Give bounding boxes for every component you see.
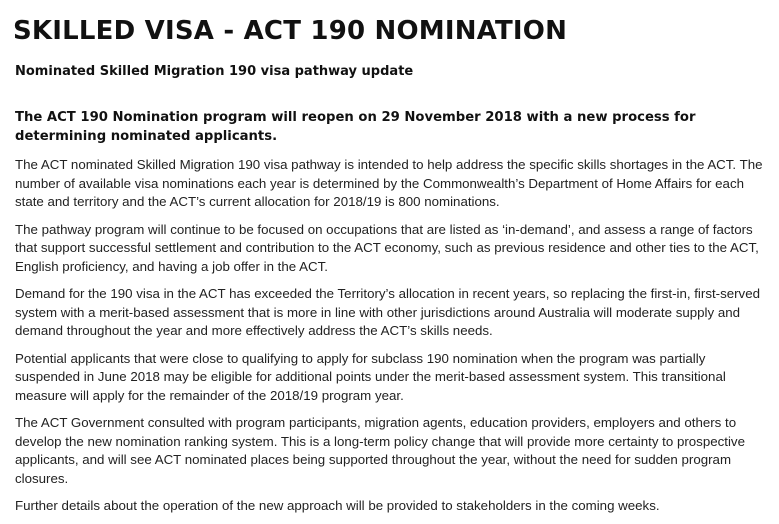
paragraph-in-demand-occupations: The pathway program will continue to be focused on occupations that are listed as ‘in-demand’, and assess a range of factors that support successful settlement and contribution to the ACT economy, such as previous residence and other ties to the ACT, English proficiency, and having a job offer in the ACT. <box>15 221 759 274</box>
paragraph-consultation: The ACT Government consulted with program participants, migration agents, education providers, employers and others to develop the new nomination ranking system. This is a long-term policy change that will provide more certainty to prospective applicants, and will see ACT nominated places being supported throughout the year, without the need for sudden program closures. <box>15 415 745 486</box>
lead-announcement: The ACT 190 Nomination program will reopen on 29 November 2018 with a new process for determining nominated applicants. <box>15 110 696 144</box>
page-subtitle: Nominated Skilled Migration 190 visa pathway update <box>15 64 414 79</box>
page-title: SKILLED VISA - ACT 190 NOMINATION <box>13 16 568 46</box>
paragraph-merit-based-assessment: Demand for the 190 visa in the ACT has exceeded the Territory’s allocation in recent years, so replacing the first-in, first-served system with a merit-based assessment that is more in line with other jurisdictions around Australia will moderate supply and demand throughout the year and more effectively address the ACT’s skills needs. <box>15 286 760 338</box>
document-page <box>13 14 765 516</box>
paragraph-further-details: Further details about the operation of the new approach will be provided to stakeholders in the coming weeks. <box>15 498 660 513</box>
paragraph-transitional-measure: Potential applicants that were close to qualifying to apply for subclass 190 nomination when the program was partially suspended in June 2018 may be eligible for additional points under the merit-based assessment system. This transitional measure will apply for the remainder of the 2018/19 program year. <box>15 350 726 403</box>
paragraph-visa-allocation: The ACT nominated Skilled Migration 190 visa pathway is intended to help address the specific skills shortages in the ACT. The number of available visa nominations each year is determined by the Commonwealth’s Department of Home Affairs for each state and territory and the ACT’s current allocation for 2018/19 is 800 nominations. <box>15 157 763 209</box>
